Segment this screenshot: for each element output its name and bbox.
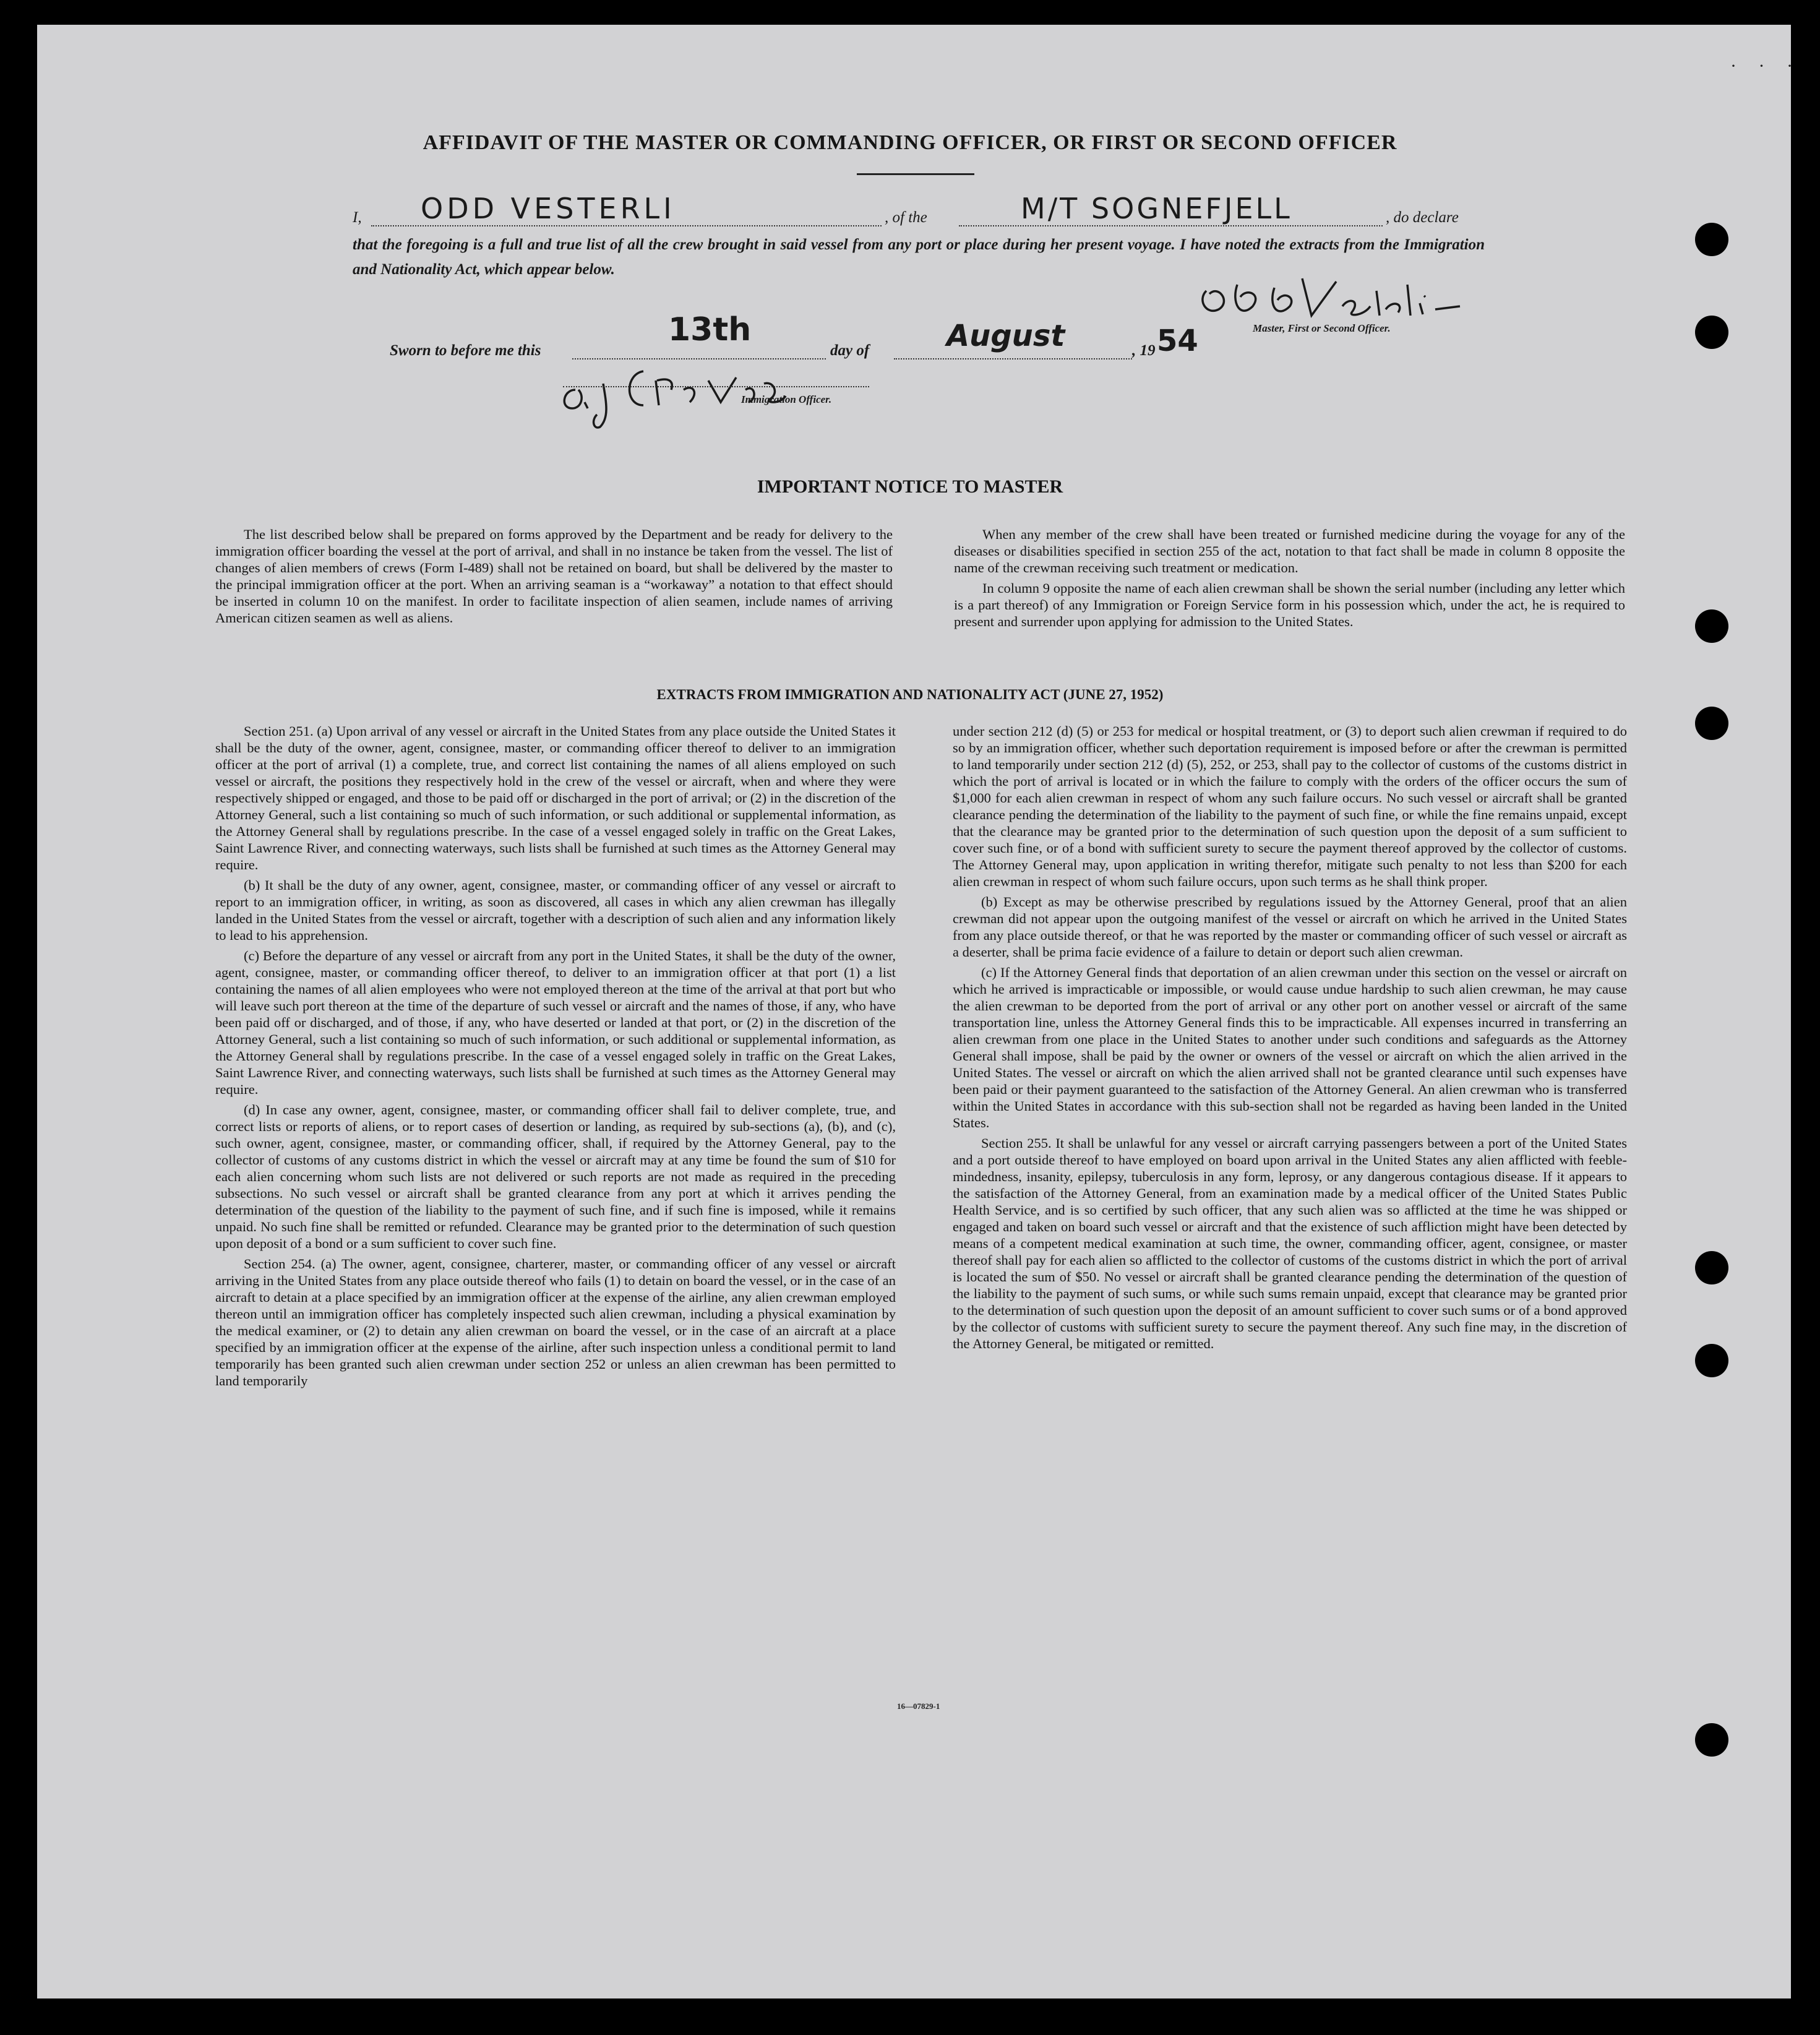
year-prefix: , 19 bbox=[1132, 342, 1156, 359]
extract-paragraph: (b) Except as may be otherwise prescribed by regulations issued by the Attorney General, proof that an alien crewman did not appear upon the outgoing manifest of the vessel or aircraft on which he arrived in the United States from any place outside thereof, or that he was reported by the master or commanding officer of such vessel or aircraft as a deserter, shall be prima facie evidence of a failure to detain or deport such alien crewman. bbox=[953, 894, 1627, 960]
corner-marks: · · · bbox=[1730, 56, 1801, 76]
decl-i-label: I, bbox=[353, 209, 362, 226]
punch-hole bbox=[1695, 223, 1728, 256]
punch-hole bbox=[1695, 1723, 1728, 1757]
year-suffix: 54 bbox=[1157, 324, 1198, 358]
declaration-body: that the foregoing is a full and true list of all the crew brought in said vessel from any port or place during her present voyage. I have noted the extracts from the Immigration and Nationality Act, which appear below. bbox=[353, 236, 1485, 278]
extract-paragraph: (b) It shall be the duty of any owner, agent, consignee, master, or commanding officer of any vessel or aircraft to report to an immigration officer, in writing, as soon as discovered, all cases in which any alien crewman has illegally landed in the United States from the vessel or aircraft, together with a description of such alien and any information likely to lead to his apprehension. bbox=[215, 877, 896, 943]
master-signature bbox=[1194, 272, 1479, 328]
extracts-left-column bbox=[215, 723, 896, 1393]
notice-title: IMPORTANT NOTICE TO MASTER bbox=[757, 476, 1063, 497]
sworn-day: 13th bbox=[668, 311, 752, 348]
master-caption: Master, First or Second Officer. bbox=[1253, 322, 1391, 334]
punch-hole bbox=[1695, 316, 1728, 349]
notice-paragraph: In column 9 opposite the name of each alien crewman shall be shown the serial number (including any letter which is a part thereof) of any Immigration or Foreign Service form in his possession which, under the act, he is required to present and surrender upon applying for admission to the United States. bbox=[954, 580, 1625, 629]
sworn-month: August bbox=[946, 319, 1065, 353]
month-underline bbox=[894, 358, 1132, 359]
punch-hole bbox=[1695, 609, 1728, 643]
decl-declare-label: , do declare bbox=[1386, 209, 1459, 226]
notice-paragraph: The list described below shall be prepared on forms approved by the Department and be ready for delivery to the immigration officer boarding the vessel at the port of arrival, and shall in no instance be taken from the vessel. The list of changes of alien members of crews (Form I-489) shall not be retained on board, but shall be delivered by the master to the principal immigration officer at the port. When an arriving seaman is a “workaway” a notation to that effect should be inserted in column 10 on the manifest. In order to facilitate inspection of alien seamen, include names of arriving American citizen seamen as well as aliens. bbox=[215, 527, 893, 626]
sworn-label: Sworn to before me this bbox=[390, 342, 541, 359]
extract-paragraph: Section 255. It shall be unlawful for any vessel or aircraft carrying passengers between a port of the United States and a port outside thereof to have employed on board upon arrival in the United States any alien afflicted with feeble-mindedness, insanity, epilepsy, tuberculosis in any form, leprosy, or any dangerous contagious disease. If it appears to the satisfaction of the Attorney General, from an examination made by a medical officer of the United States Public Health Service, and is so certified by such officer, that any such alien was so afflicted at the time he was shipped or engaged and taken on board such vessel or aircraft and that the existence of such affliction might have been detected by means of a competent medical examination at such time, the owner, commanding officer, agent, consignee, or master thereof shall pay for each alien so afflicted to the collector of customs of the customs district in which the port of arrival is located the sum of $50. No vessel or aircraft shall be granted clearance pending the determination of the question of the liability to the payment of such sums, or while such sums remain unpaid, except that clearance may be granted prior to the determination of such question upon the deposit of an amount sufficient to cover such sums or of a bond approved by the collector of customs with sufficient surety to secure the payment thereof. Any such fine may, in the discretion of the Attorney General, be mitigated or remitted. bbox=[953, 1135, 1627, 1351]
vessel-name: M/T SOGNEFJELL bbox=[1021, 192, 1292, 225]
extracts-title: EXTRACTS FROM IMMIGRATION AND NATIONALITY ACT (JUNE 27, 1952) bbox=[656, 687, 1164, 702]
punch-hole bbox=[1695, 707, 1728, 740]
extract-paragraph: (d) In case any owner, agent, consignee, master, or commanding officer shall fail to deliver complete, true, and correct lists or reports of aliens, or to report cases of desertion or landing, as required by sub-sections (a), (b), and (c), such owner, agent, consignee, master, or commanding officer, shall, if required by the Attorney General, pay to the collector of customs of any customs district in which the vessel or aircraft may at any time be found the sum of $10 for each alien concerning whom such lists are not delivered or such reports are not made as required in the preceding subsections. No such vessel or aircraft shall be granted clearance from any port at which it arrives pending the determination of the question of the liability to the payment of such fine, and if such fine is imposed, while it remains unpaid. No such fine shall be remitted or refunded. Clearance may be granted prior to the determination of such question upon deposit of a bond or a sum sufficient to cover such fine. bbox=[215, 1102, 896, 1251]
officer-signature bbox=[551, 346, 872, 433]
notice-left-column bbox=[215, 526, 893, 630]
punch-hole bbox=[1695, 1344, 1728, 1377]
day-of-label: day of bbox=[830, 342, 870, 359]
name-underline bbox=[371, 225, 882, 226]
extract-paragraph: (c) Before the departure of any vessel or aircraft from any port in the United States, it shall be the duty of the owner, agent, consignee, master, or commanding officer thereof, to deliver to an immigration officer at that port (1) a list containing the names of all alien employees who were not employed thereon at the time of the arrival at that port but who will leave such port thereon at the time of the departure of such vessel or aircraft and the names of those, if any, who have been paid off or discharged, and of those, if any, who have deserted or landed at that port, or (2) in the discretion of the Attorney General, such a list containing so much of such information, or such additional or supplemental information, as the Attorney General shall by regulations prescribe. In the case of a vessel engaged solely in traffic on the Great Lakes, Saint Lawrence River, and connecting waterways, such lists shall be furnished at such times as the Attorney General may require. bbox=[215, 948, 896, 1097]
officer-caption: Immigration Officer. bbox=[741, 394, 832, 405]
extract-paragraph: Section 251. (a) Upon arrival of any vessel or aircraft in the United States from any place outside the United States it shall be the duty of the owner, agent, consignee, master, or commanding officer thereof to deliver to an immigration officer at the port of arrival (1) a complete, true, and correct list containing the names of all aliens employed on such vessel or aircraft, the positions they respectively hold in the crew of the vessel or aircraft, when and where they were respectively shipped or engaged, and those to be paid off or discharged in the port of arrival; or (2) in the discretion of the Attorney General, such a list containing so much of such information, or such additional or supplemental information, as the Attorney General shall by regulations prescribe. In the case of a vessel engaged solely in traffic on the Great Lakes, Saint Lawrence River, and connecting waterways, such lists shall be furnished at such times as the Attorney General may require. bbox=[215, 723, 896, 872]
extract-paragraph: Section 254. (a) The owner, agent, consignee, charterer, master, or commanding officer of any vessel or aircraft arriving in the United States from any place outside thereof who fails (1) to detain on board the vessel, or in the case of an aircraft to detain at a place specified by an immigration officer at the expense of the airline, any alien crewman employed thereon until an immigration officer has completely inspected such alien crewman, including a physical examination by the medical examiner, or (2) to detain any alien crewman on board the vessel, or in the case of an aircraft at a place specified by an immigration officer at the expense of the airline, after such inspection unless a conditional permit to land temporarily has been granted such alien crewman under section 252 or unless an alien crewman has been permitted to land temporarily bbox=[215, 1256, 896, 1388]
form-code: 16—07829-1 bbox=[897, 1702, 940, 1711]
punch-hole bbox=[1695, 1251, 1728, 1284]
extract-paragraph: (c) If the Attorney General finds that deportation of an alien crewman under this section on the vessel or aircraft on which he arrived is impracticable or impossible, or would cause undue hardship to such alien crewman, he may cause the alien crewman to be deported from the port of arrival or any other port on another vessel or aircraft of the same transportation line, unless the Attorney General finds this to be impracticable. All expenses incurred in transferring an alien crewman from one place in the United States to another under such conditions and safeguards as the Attorney General shall impose, shall be paid by the owner or owners of the vessel or aircraft on which the alien arrived in the United States. The vessel or aircraft on which the alien arrived shall not be granted clearance until such expenses have been paid or their payment guaranteed to the satisfaction of the Attorney General. An alien crewman who is transferred within the United States in accordance with this sub-section shall not be regarded as having been landed in the United States. bbox=[953, 965, 1627, 1130]
master-name: ODD VESTERLI bbox=[421, 192, 676, 225]
title-divider bbox=[857, 173, 974, 175]
decl-of-the-label: , of the bbox=[885, 209, 927, 226]
officer-underline bbox=[563, 386, 869, 387]
affidavit-title: AFFIDAVIT OF THE MASTER OR COMMANDING OFFICER, OR FIRST OR SECOND OFFICER bbox=[423, 131, 1397, 154]
extract-paragraph: under section 212 (d) (5) or 253 for medical or hospital treatment, or (3) to deport such alien crewman if required to do so by an immigration officer, whether such deportation requirement is imposed before or after the crewman is permitted to land temporarily under section 212 (d) (5), 252, or 253, shall pay to the collector of customs of the customs district in which the port of arrival is located or in which the failure to comply with the orders of the officer occurs the sum of $1,000 for each alien crewman in respect of whom any such failure occurs. No such vessel or aircraft shall be granted clearance pending the determination of the liability to the payment of such fine, or while the fine remains unpaid, except that the clearance may be granted prior to the determination of such question upon the deposit of a sum sufficient to cover such fine, or of a bond with sufficient surety to secure the payment thereof approved by the collector of customs. The Attorney General may, upon application in writing therefor, mitigate such penalty to not less than $200 for each alien crewman in respect of whom such failure occurs, upon such terms as he shall think proper. bbox=[953, 723, 1627, 889]
notice-paragraph: When any member of the crew shall have been treated or furnished medicine during the voyage for any of the diseases or disabilities specified in section 255 of the act, notation to that fact shall be made in column 8 opposite the name of the crewman receiving such treatment or medication. bbox=[954, 527, 1625, 575]
notice-right-column bbox=[954, 526, 1625, 634]
extracts-right-column bbox=[953, 723, 1627, 1356]
vessel-underline bbox=[959, 225, 1383, 226]
